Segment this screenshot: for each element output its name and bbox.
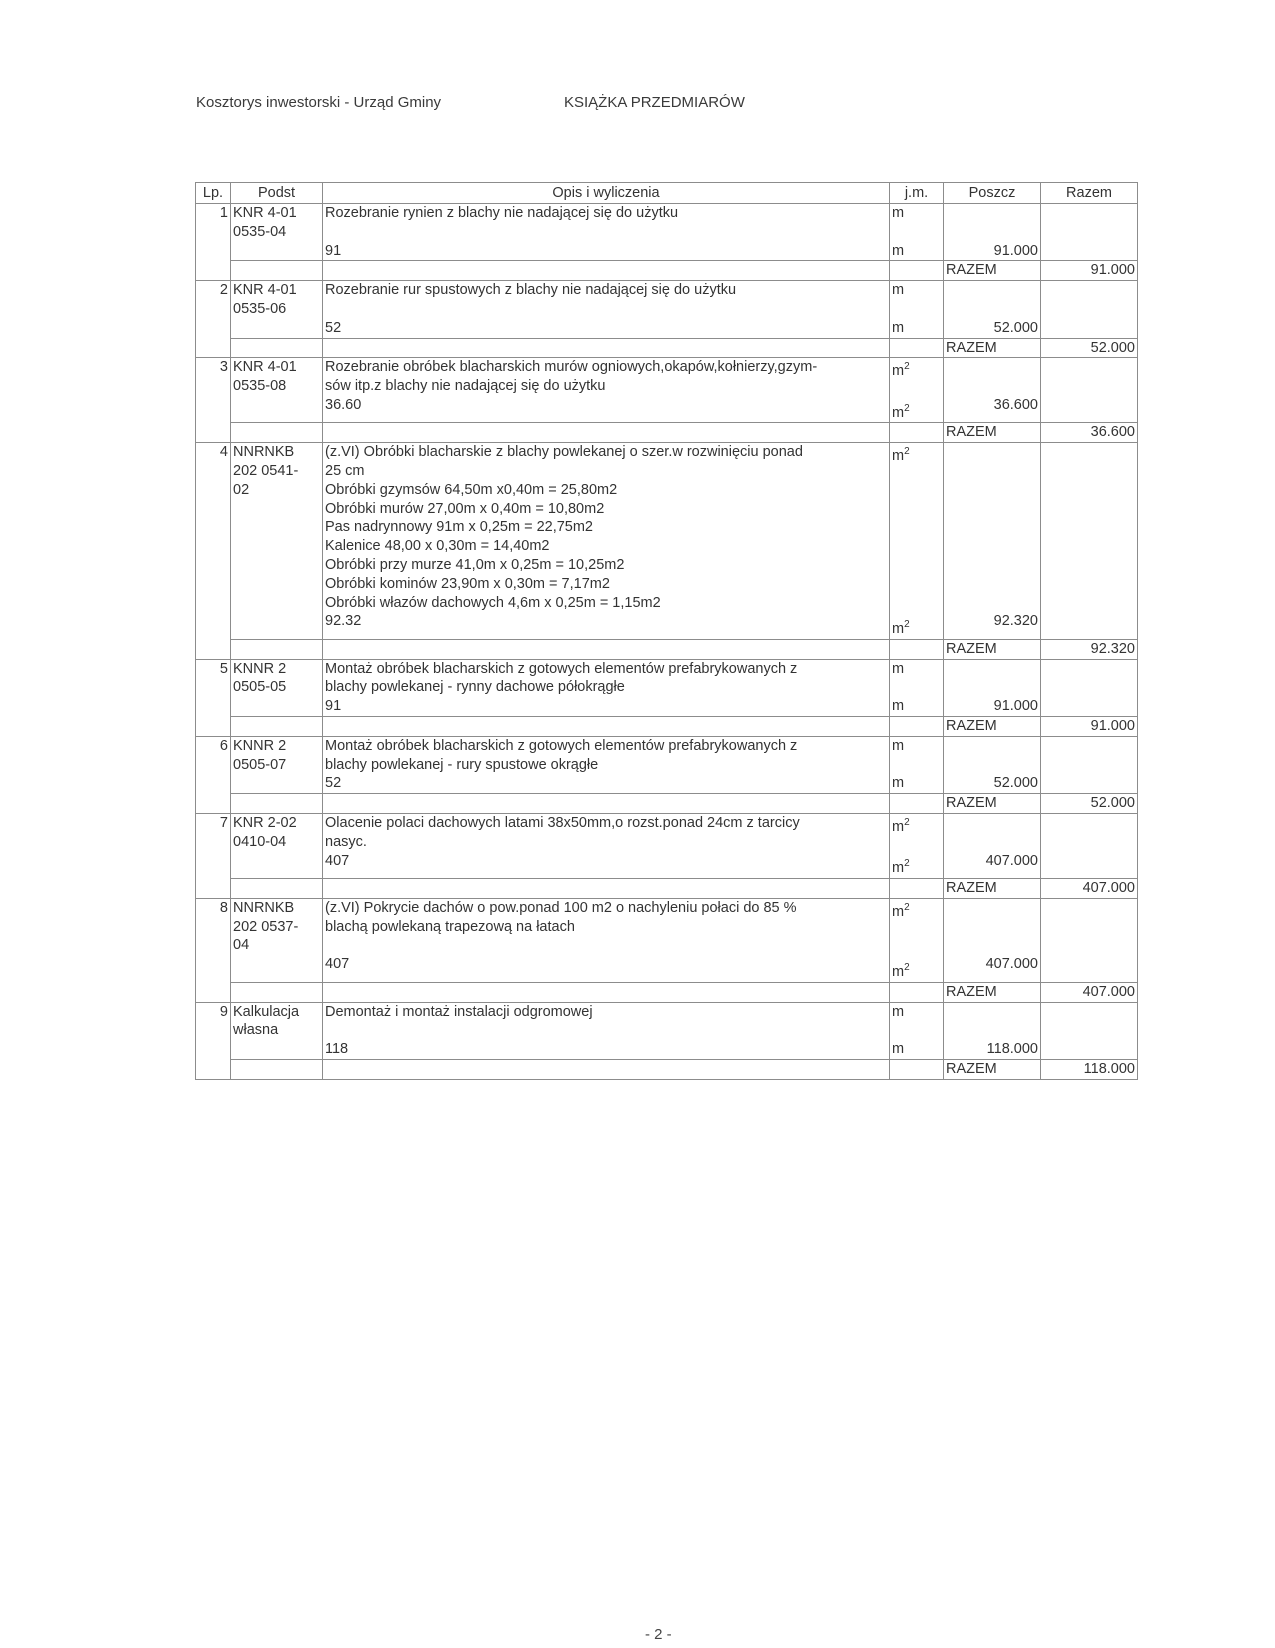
quantity-unit [892, 774, 941, 793]
quantity-unit [892, 242, 941, 261]
table-row-total [196, 794, 1138, 814]
empty-cell [323, 1059, 890, 1079]
spacer [892, 597, 941, 616]
spacer [892, 223, 941, 242]
item-basis-line: NNRNKB [233, 444, 295, 461]
unit-label: m [892, 242, 905, 259]
item-basis [231, 204, 323, 261]
unit-label: $m^2$ [892, 901, 910, 920]
spacer [946, 660, 1038, 679]
spacer [892, 579, 941, 598]
table-row-total [196, 879, 1138, 899]
item-description [323, 659, 890, 716]
item-number: 5 [196, 659, 231, 736]
partial-value: 407.000 [985, 852, 1038, 869]
item-unit [890, 1002, 944, 1059]
item-number: 4 [196, 443, 231, 659]
spacer [946, 556, 1038, 575]
description-line: Montaż obróbek blacharskich z gotowych elementów prefabrykowanych z [325, 660, 798, 677]
quantity-calculation: 36.60 [325, 396, 362, 413]
description-line: blachą powlekaną trapezową na łatach [325, 918, 575, 935]
unit-label: $m^2$ [892, 962, 910, 980]
item-basis-line: KNNR 2 [233, 660, 287, 677]
item-total-cell [1041, 1002, 1138, 1059]
item-partial-cell [944, 443, 1041, 640]
item-basis-line: 04 [233, 937, 250, 954]
empty-cell [231, 261, 323, 281]
description-line: Rozebranie obróbek blacharskich murów ogniowych,okapów,kołnierzy,gzym- [325, 359, 818, 376]
quantity-calculation: 52 [325, 319, 342, 336]
item-partial-cell [944, 358, 1041, 423]
spacer [946, 443, 1038, 462]
quantity-unit [892, 855, 941, 878]
item-basis-line: 0410-04 [233, 833, 287, 850]
spacer [946, 899, 1038, 918]
empty-cell [890, 261, 944, 281]
spacer [892, 522, 941, 541]
unit-label: m [892, 319, 905, 336]
razem-label: RAZEM [944, 717, 1041, 737]
item-unit [890, 443, 944, 640]
item-number: 3 [196, 358, 231, 443]
item-basis-line: 0505-05 [233, 679, 287, 696]
description-line: Obróbki murów 27,00m x 0,40m = 10,80m2 [325, 500, 605, 517]
spacer [946, 481, 1038, 500]
spacer [946, 1021, 1038, 1040]
quantity-calculation: 91 [325, 698, 342, 715]
unit-label: m [892, 660, 905, 677]
unit-label: m [892, 698, 905, 715]
empty-cell [231, 423, 323, 443]
item-total-cell [1041, 659, 1138, 716]
quantity-calculation: 92.32 [325, 613, 362, 630]
table-header-row [196, 183, 1138, 204]
spacer [946, 223, 1038, 242]
empty-cell [231, 338, 323, 358]
unit-label: m [892, 737, 905, 754]
item-basis-line: własna [233, 1022, 279, 1039]
spacer [946, 594, 1038, 613]
item-total-cell [1041, 281, 1138, 338]
item-total-cell [1041, 443, 1138, 640]
item-basis-line: 0535-08 [233, 378, 287, 395]
spacer [946, 814, 1038, 833]
item-description [323, 814, 890, 879]
item-partial-cell [944, 814, 1041, 879]
item-unit [890, 898, 944, 982]
item-basis-line: NNRNKB [233, 899, 295, 916]
item-basis-line: 202 0537- [233, 918, 299, 935]
quantity-unit [892, 616, 941, 639]
spacer [946, 737, 1038, 756]
spacer [892, 1021, 941, 1040]
item-basis [231, 736, 323, 793]
item-total-cell [1041, 358, 1138, 423]
spacer [325, 936, 887, 955]
quantity-calculation: 407 [325, 852, 350, 869]
item-unit [890, 659, 944, 716]
razem-label: RAZEM [944, 879, 1041, 899]
description-line: Obróbki gzymsów 64,50m x0,40m = 25,80m2 [325, 481, 618, 498]
item-basis [231, 1002, 323, 1059]
table-row [196, 898, 1138, 982]
spacer [946, 833, 1038, 852]
item-description [323, 443, 890, 640]
item-number: 2 [196, 281, 231, 358]
item-total-value: 407.000 [1041, 879, 1138, 899]
empty-cell [323, 423, 890, 443]
partial-value: 91.000 [993, 698, 1038, 715]
empty-cell [890, 982, 944, 1002]
item-description [323, 898, 890, 982]
item-partial-cell [944, 736, 1041, 793]
empty-cell [323, 879, 890, 899]
item-number: 9 [196, 1002, 231, 1079]
table-row-total [196, 717, 1138, 737]
item-basis-line: 02 [233, 481, 250, 498]
column-header-lp: Lp. [196, 183, 231, 204]
unit-label: m [892, 1003, 905, 1020]
spacer [946, 300, 1038, 319]
item-basis [231, 659, 323, 716]
description-line: blachy powlekanej - rynny dachowe półokrągłe [325, 679, 625, 696]
empty-cell [323, 717, 890, 737]
item-basis-line: 0535-06 [233, 300, 287, 317]
table-row [196, 659, 1138, 716]
spacer [946, 678, 1038, 697]
spacer [946, 500, 1038, 519]
spacer [946, 204, 1038, 223]
table-row [196, 204, 1138, 261]
header-subtitle: KSIĄŻKA PRZEDMIARÓW [564, 94, 745, 111]
spacer [892, 560, 941, 579]
item-total-cell [1041, 736, 1138, 793]
item-total-value: 52.000 [1041, 338, 1138, 358]
partial-value: 118.000 [986, 1041, 1038, 1058]
spacer [892, 485, 941, 504]
razem-label: RAZEM [944, 982, 1041, 1002]
quantity-calculation: 52 [325, 775, 342, 792]
razem-label: RAZEM [944, 338, 1041, 358]
unit-label: $m^2$ [892, 858, 910, 877]
description-line: Montaż obróbek blacharskich z gotowych elementów prefabrykowanych z [325, 737, 798, 754]
item-basis-line: 202 0541- [233, 463, 299, 480]
header-title: Kosztorys inwestorski - Urząd Gminy [196, 94, 442, 111]
description-line: (z.VI) Obróbki blacharskie z blachy powlekanej o szer.w rozwinięciu ponad [325, 444, 803, 461]
spacer [946, 756, 1038, 775]
description-line: blachy powlekanej - rury spustowe okrągłe [325, 756, 599, 773]
empty-cell [323, 794, 890, 814]
spacer [946, 358, 1038, 377]
spacer [946, 918, 1038, 937]
description-line: 25 cm [325, 463, 365, 480]
item-basis-line: 0535-04 [233, 223, 287, 240]
column-header-razem: Razem [1041, 183, 1138, 204]
spacer [892, 466, 941, 485]
item-total-cell [1041, 898, 1138, 982]
empty-cell [323, 639, 890, 659]
item-basis [231, 898, 323, 982]
item-unit [890, 814, 944, 879]
spacer [892, 678, 941, 697]
spacer [892, 756, 941, 775]
partial-value: 91.000 [993, 242, 1038, 259]
empty-cell [231, 1059, 323, 1079]
item-basis [231, 358, 323, 423]
partial-value: 52.000 [993, 319, 1038, 336]
spacer [946, 518, 1038, 537]
quantity-unit [892, 400, 941, 423]
empty-cell [890, 879, 944, 899]
item-description [323, 204, 890, 261]
empty-cell [890, 794, 944, 814]
description-line: sów itp.z blachy nie nadającej się do użytku [325, 378, 606, 395]
empty-cell [231, 794, 323, 814]
empty-cell [231, 639, 323, 659]
table-body [196, 204, 1138, 1080]
table-row-total [196, 338, 1138, 358]
description-line: Obróbki przy murze 41,0m x 0,25m = 10,25m2 [325, 557, 625, 573]
spacer [946, 462, 1038, 481]
item-total-value: 92.320 [1041, 639, 1138, 659]
unit-label: m [892, 1041, 905, 1058]
item-basis-line: KNR 2-02 [233, 815, 297, 832]
item-basis-line: KNR 4-01 [233, 359, 297, 376]
item-total-value: 407.000 [1041, 982, 1138, 1002]
partial-value: 92.320 [993, 613, 1038, 630]
column-header-podst: Podst [231, 183, 323, 204]
item-total-value: 52.000 [1041, 794, 1138, 814]
empty-cell [323, 982, 890, 1002]
description-line: Olacenie polaci dachowych latami 38x50mm,o rozst.ponad 24cm z tarcicy [325, 815, 800, 832]
item-number: 8 [196, 898, 231, 1002]
table-row-total [196, 982, 1138, 1002]
description-line: Pas nadrynnowy 91m x 0,25m = 22,75m2 [325, 519, 593, 536]
item-partial-cell [944, 281, 1041, 338]
quantity-calculation: 91 [325, 242, 342, 259]
spacer [946, 377, 1038, 396]
column-header-jm: j.m. [890, 183, 944, 204]
item-basis-line: Kalkulacja [233, 1003, 300, 1020]
item-total-value: 36.600 [1041, 423, 1138, 443]
table-row [196, 814, 1138, 879]
item-basis [231, 281, 323, 338]
spacer [892, 940, 941, 959]
empty-cell [323, 261, 890, 281]
spacer [892, 921, 941, 940]
razem-label: RAZEM [944, 794, 1041, 814]
item-number: 1 [196, 204, 231, 281]
table-row [196, 443, 1138, 640]
item-basis [231, 443, 323, 640]
item-partial-cell [944, 204, 1041, 261]
unit-label: $m^2$ [892, 361, 910, 380]
item-partial-cell [944, 1002, 1041, 1059]
unit-label: $m^2$ [892, 817, 910, 835]
unit-label: m [892, 205, 905, 221]
table-row [196, 358, 1138, 423]
item-unit [890, 204, 944, 261]
description-line: Rozebranie rynien z blachy nie nadającej się do użytku [325, 205, 679, 221]
unit-label: $m^2$ [892, 446, 910, 465]
quantity-unit [892, 319, 941, 338]
description-line: Kalenice 48,00 x 0,30m = 14,40m2 [325, 538, 550, 555]
item-description [323, 1002, 890, 1059]
spacer [946, 1003, 1038, 1022]
spacer [325, 1021, 887, 1040]
item-basis-line: 0505-07 [233, 756, 287, 773]
description-line: Obróbki włazów dachowych 4,6m x 0,25m = 1,15m2 [325, 594, 661, 611]
item-number: 7 [196, 814, 231, 899]
razem-label: RAZEM [944, 261, 1041, 281]
item-description [323, 736, 890, 793]
item-basis-line: KNR 4-01 [233, 282, 297, 299]
item-unit [890, 358, 944, 423]
table-row [196, 736, 1138, 793]
item-basis-line: KNR 4-01 [233, 205, 297, 221]
item-total-value: 91.000 [1041, 261, 1138, 281]
spacer [892, 381, 941, 400]
empty-cell [890, 1059, 944, 1079]
item-total-cell [1041, 204, 1138, 261]
page-number: - 2 - [645, 1626, 672, 1643]
item-description [323, 281, 890, 338]
spacer [325, 300, 887, 319]
spacer [892, 837, 941, 856]
item-partial-cell [944, 659, 1041, 716]
column-header-opis: Opis i wyliczenia [323, 183, 890, 204]
table-row-total [196, 261, 1138, 281]
empty-cell [890, 338, 944, 358]
description-line: Rozebranie rur spustowych z blachy nie nadającej się do użytku [325, 282, 737, 299]
item-total-cell [1041, 814, 1138, 879]
empty-cell [231, 717, 323, 737]
quantity-calculation: 407 [325, 956, 350, 973]
razem-label: RAZEM [944, 423, 1041, 443]
spacer [946, 936, 1038, 955]
item-partial-cell [944, 898, 1041, 982]
unit-label: $m^2$ [892, 619, 910, 638]
unit-label: $m^2$ [892, 402, 910, 421]
description-line: nasyc. [325, 833, 367, 850]
bill-of-quantities-table [195, 182, 1138, 1080]
empty-cell [890, 639, 944, 659]
table-row-total [196, 1059, 1138, 1079]
item-description [323, 358, 890, 423]
table-row [196, 1002, 1138, 1059]
empty-cell [890, 717, 944, 737]
table-row-total [196, 423, 1138, 443]
razem-label: RAZEM [944, 639, 1041, 659]
partial-value: 36.600 [993, 396, 1038, 413]
item-unit [890, 281, 944, 338]
spacer [325, 223, 887, 242]
item-total-value: 118.000 [1041, 1059, 1138, 1079]
column-header-poszcz: Poszcz [944, 183, 1041, 204]
partial-value: 52.000 [993, 775, 1038, 792]
empty-cell [231, 982, 323, 1002]
quantity-unit [892, 959, 941, 982]
partial-value: 407.000 [985, 956, 1038, 973]
item-total-value: 91.000 [1041, 717, 1138, 737]
spacer [892, 503, 941, 522]
empty-cell [890, 423, 944, 443]
table-row [196, 281, 1138, 338]
unit-label: m [892, 282, 905, 299]
razem-label: RAZEM [944, 1059, 1041, 1079]
description-line: Demontaż i montaż instalacji odgromowej [325, 1003, 593, 1020]
empty-cell [231, 879, 323, 899]
quantity-unit [892, 697, 941, 716]
item-basis [231, 814, 323, 879]
unit-label: m [892, 775, 905, 792]
description-line: Obróbki kominów 23,90m x 0,30m = 7,17m2 [325, 575, 610, 592]
item-unit [890, 736, 944, 793]
item-basis-line: KNNR 2 [233, 737, 287, 754]
spacer [892, 541, 941, 560]
spacer [946, 575, 1038, 594]
quantity-calculation: 118 [325, 1041, 349, 1058]
quantity-unit [892, 1040, 941, 1059]
item-number: 6 [196, 736, 231, 813]
description-line: (z.VI) Pokrycie dachów o pow.ponad 100 m2 o nachyleniu połaci do 85 % [325, 899, 797, 916]
empty-cell [323, 338, 890, 358]
spacer [892, 300, 941, 319]
table-row-total [196, 639, 1138, 659]
spacer [946, 537, 1038, 556]
spacer [946, 281, 1038, 300]
